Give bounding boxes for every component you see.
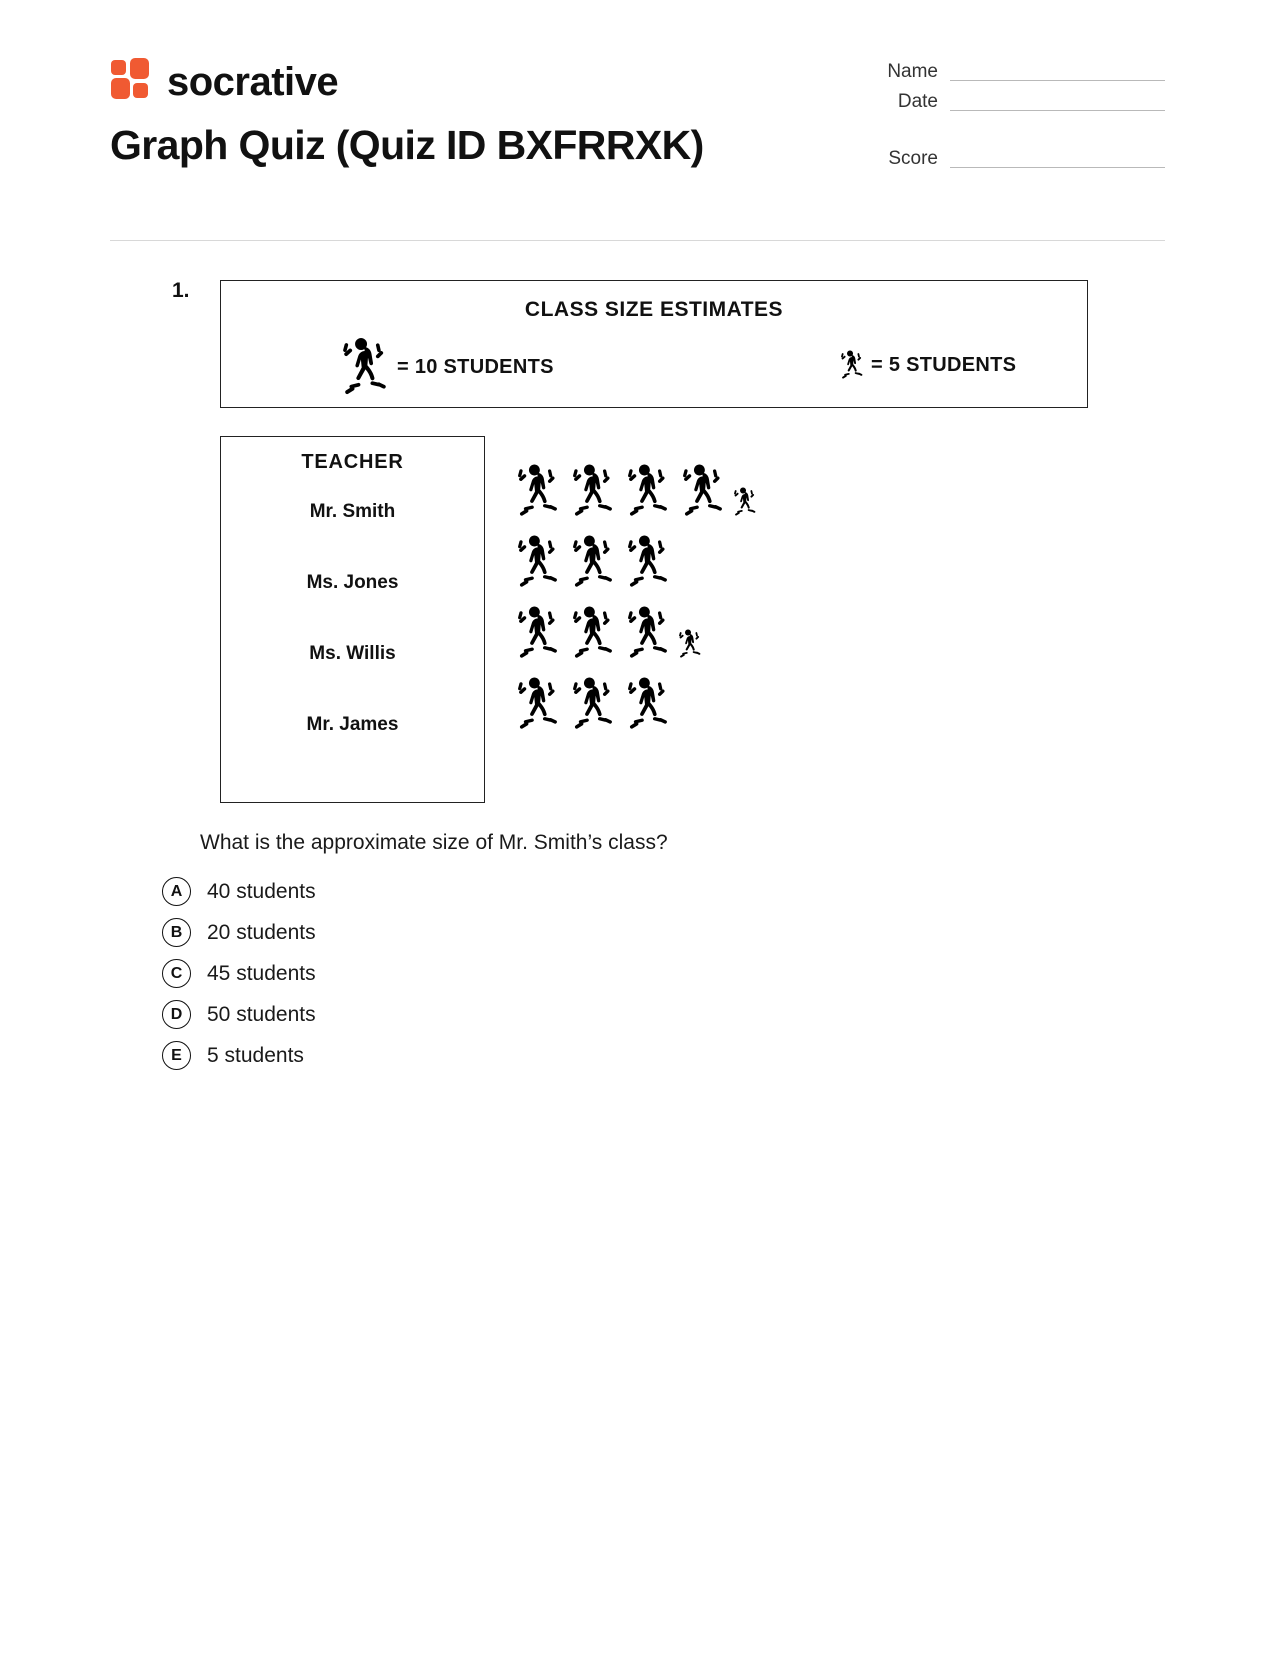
student-figure-icon [622, 602, 674, 664]
choice-e[interactable] [162, 1035, 316, 1076]
brand-name: socrative [167, 60, 339, 104]
date-field[interactable] [950, 93, 1165, 111]
choice-label-c: 45 students [207, 961, 316, 985]
legend-half-symbol [839, 339, 1016, 391]
pictograph-row-ms-willis [512, 602, 717, 664]
date-row [835, 92, 1165, 111]
student-figure-icon [339, 333, 391, 401]
score-field[interactable] [950, 150, 1165, 168]
choice-label-e: 5 students [207, 1043, 304, 1067]
table-row: Ms. Willis [309, 643, 396, 664]
page-title: Graph Quiz (Quiz ID BXFRRXK) [110, 122, 704, 168]
choice-d[interactable] [162, 994, 316, 1035]
legend-half-symbol-text: = 5 STUDENTS [871, 353, 1017, 376]
legend-full-symbol [339, 333, 554, 401]
half-student-figure-icon [732, 482, 758, 522]
student-figure-icon [567, 673, 619, 735]
page-header [110, 0, 1165, 216]
student-figure-icon [677, 460, 729, 522]
answer-choices [162, 871, 316, 1076]
table-row: Mr. James [306, 714, 399, 735]
student-figure-icon [512, 531, 564, 593]
legend-title: CLASS SIZE ESTIMATES [524, 298, 784, 321]
choice-label-a: 40 students [207, 879, 316, 903]
pictograph-row-mr-james [512, 673, 677, 735]
teacher-column [220, 436, 485, 803]
name-label: Name [887, 61, 938, 82]
student-meta-block [835, 62, 1165, 179]
student-figure-icon [622, 460, 674, 522]
student-figure-icon [622, 531, 674, 593]
student-figure-icon [512, 673, 564, 735]
legend-box [220, 280, 1088, 408]
half-student-figure-icon [677, 624, 703, 664]
choice-bubble-a[interactable]: A [162, 877, 191, 906]
choice-bubble-d[interactable]: D [162, 1000, 191, 1029]
student-figure-icon [622, 673, 674, 735]
choice-c[interactable] [162, 953, 316, 994]
name-row [835, 62, 1165, 81]
choice-label-b: 20 students [207, 920, 316, 944]
student-figure-icon [567, 602, 619, 664]
question-prompt: What is the approximate size of Mr. Smith’s class? [200, 831, 668, 854]
choice-bubble-c[interactable]: C [162, 959, 191, 988]
choice-a[interactable] [162, 871, 316, 912]
name-field[interactable] [950, 63, 1165, 81]
choice-bubble-b[interactable]: B [162, 918, 191, 947]
date-label: Date [897, 91, 938, 112]
student-figure-icon [567, 531, 619, 593]
table-row: Ms. Jones [306, 572, 399, 593]
score-label: Score [888, 148, 938, 169]
student-figure-icon [512, 460, 564, 522]
pictograph-row-ms-jones [512, 531, 677, 593]
header-divider [110, 240, 1165, 241]
choice-label-d: 50 students [207, 1002, 316, 1026]
student-figure-icon [512, 602, 564, 664]
question-number: 1. [172, 279, 190, 302]
pictograph-row-mr-smith [512, 460, 772, 522]
student-figure-icon [567, 460, 619, 522]
half-student-figure-icon [839, 339, 865, 391]
legend-full-symbol-text: = 10 STUDENTS [397, 355, 554, 378]
score-row [835, 149, 1165, 168]
choice-b[interactable] [162, 912, 316, 953]
teacher-column-header: TEACHER [301, 451, 404, 473]
brand [110, 58, 338, 106]
choice-bubble-e[interactable]: E [162, 1041, 191, 1070]
table-row: Mr. Smith [309, 501, 396, 522]
socrative-dots-logo-icon [110, 58, 154, 106]
